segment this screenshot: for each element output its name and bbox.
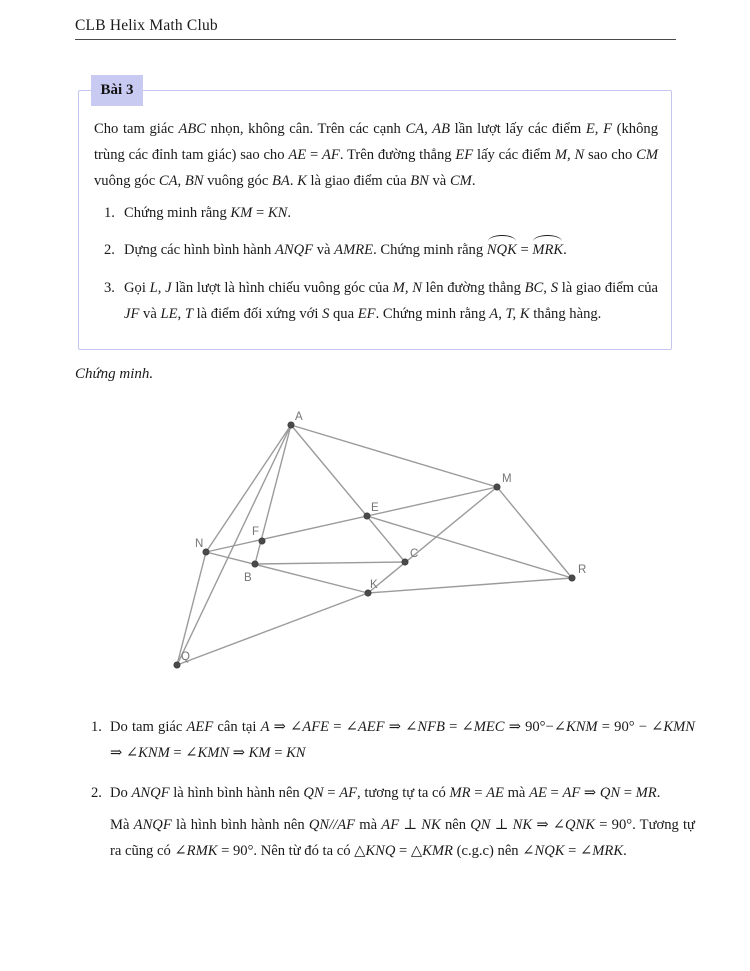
point-F bbox=[259, 538, 265, 544]
point-label-R: R bbox=[578, 564, 587, 576]
point-C bbox=[402, 559, 408, 565]
point-label-E: E bbox=[371, 502, 379, 514]
page-title: CLB Helix Math Club bbox=[75, 17, 218, 34]
problem-statement: Cho tam giác ABC nhọn, không cân. Trên các cạnh CA, AB lần lượt lấy các điểm E, F (không trùng các đỉnh tam giác) sao cho AE = AF. Trên đường thẳng EF lấy các điểm M, N sao cho CM vuông góc CA, BN vuông góc BA. K là giao điểm của BN và CM. bbox=[94, 121, 659, 189]
proof-heading: Chứng minh. bbox=[75, 366, 154, 382]
point-R bbox=[569, 575, 575, 581]
proof-text: Do tam giác AEF cân tại A ⇒ ∠AFE = ∠AEF ⇒ ∠NFB = ∠MEC ⇒ 90°−∠KNM = 90° − ∠KMN ⇒ ∠KNM = ∠KMN ⇒ KM = KN bbox=[110, 719, 695, 761]
item-text: Chứng minh rằng KM = KN. bbox=[124, 205, 291, 221]
point-label-N: N bbox=[195, 538, 204, 550]
proof-step-1 bbox=[91, 714, 695, 766]
item-text: Gọi L, J lần lượt là hình chiếu vuông góc của M, N lên đường thẳng BC, S là giao điểm của JF và LE, T là điểm đối xứng với S qua EF. Chứng minh rằng A, T, K thẳng hàng. bbox=[124, 280, 659, 322]
problem-item-2 bbox=[104, 237, 658, 263]
segment-AM bbox=[291, 425, 497, 487]
segment-RK bbox=[368, 578, 572, 593]
proof-text: Mà ANQF là hình bình hành nên QN//AF mà AF ⊥ NK nên QN ⊥ NK ⇒ ∠QNK = 90°. Tương tự ra cũng có ∠RMK = 90°. Nên từ đó ta có △KNQ = △KMR (c.g.c) nên ∠NQK = ∠MRK. bbox=[110, 817, 695, 859]
segment-AC bbox=[291, 425, 405, 562]
item-number: 1. bbox=[91, 719, 102, 735]
point-N bbox=[203, 549, 209, 555]
segment-AN bbox=[206, 425, 291, 552]
point-label-F: F bbox=[252, 526, 260, 538]
point-label-Q: Q bbox=[181, 651, 190, 663]
point-label-B: B bbox=[244, 572, 252, 584]
segment-BC bbox=[255, 562, 405, 564]
problem-item-3 bbox=[104, 275, 659, 327]
problem-badge: Bài 3 bbox=[91, 75, 143, 106]
geometry-diagram bbox=[150, 400, 600, 685]
item-text: Dựng các hình bình hành ANQF và AMRE. Chứng minh rằng NQK = MRK. bbox=[124, 242, 567, 258]
point-Q bbox=[174, 662, 180, 668]
point-label-A: A bbox=[295, 411, 303, 423]
segment-NK bbox=[206, 552, 368, 593]
header-rule bbox=[75, 39, 676, 40]
item-number: 2. bbox=[91, 785, 102, 801]
segment-NQ bbox=[177, 552, 206, 665]
point-E bbox=[364, 513, 370, 519]
item-number: 3. bbox=[104, 280, 115, 296]
point-M bbox=[494, 484, 500, 490]
point-A bbox=[288, 422, 294, 428]
problem-item-1 bbox=[104, 200, 658, 226]
point-label-C: C bbox=[410, 548, 419, 560]
proof-text: Do ANQF là hình bình hành nên QN = AF, tương tự ta có MR = AE mà AE = AF ⇒ QN = MR. bbox=[110, 785, 661, 801]
point-label-K: K bbox=[370, 579, 378, 591]
item-number: 1. bbox=[104, 205, 115, 221]
segment-MR bbox=[497, 487, 572, 578]
point-B bbox=[252, 561, 258, 567]
item-number: 2. bbox=[104, 242, 115, 258]
proof-step-2 bbox=[91, 780, 695, 864]
point-label-M: M bbox=[502, 473, 512, 485]
